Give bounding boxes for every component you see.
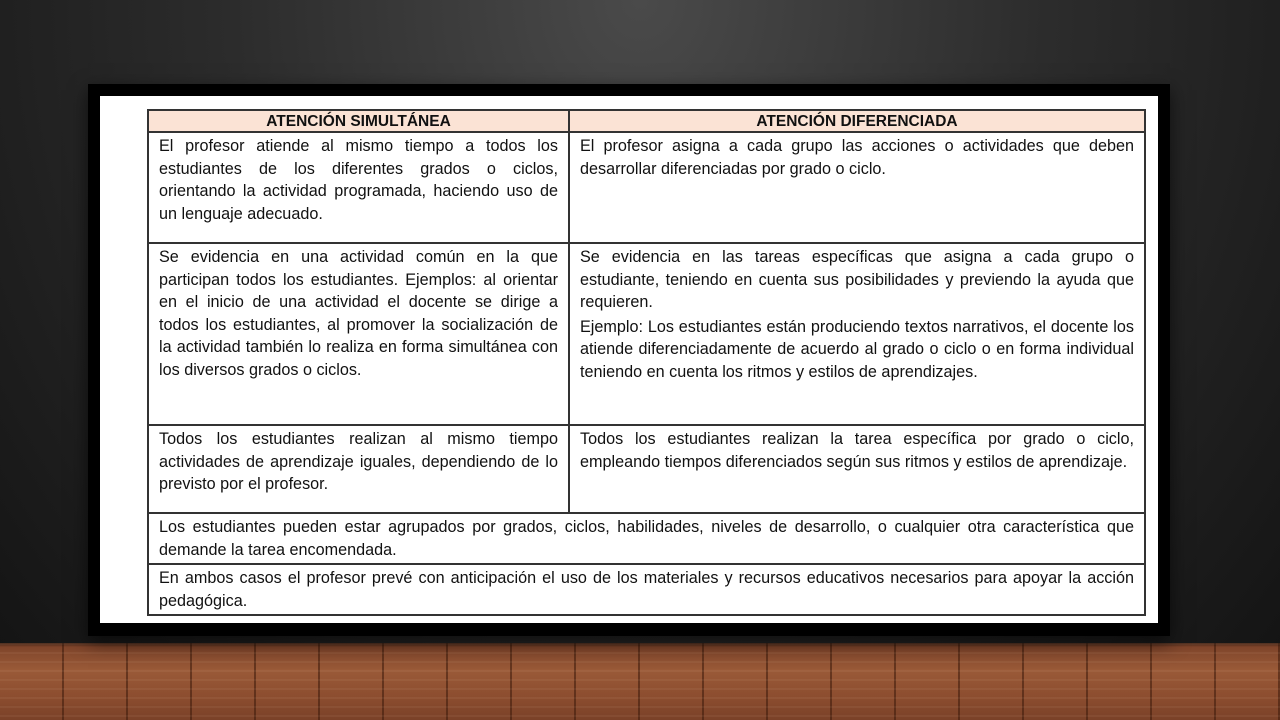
shared-cell-materiales: En ambos casos el profesor prevé con anticipación el uso de los materiales y recursos educativos necesarios para apoyar la acción pedagógica. xyxy=(148,564,1145,615)
cell-diferenciada: Todos los estudiantes realizan la tarea específica por grado o ciclo, empleando tiempos diferenciados según sus ritmos y estilos de aprendizaje. xyxy=(569,425,1145,513)
cell-simultanea: Todos los estudiantes realizan al mismo tiempo actividades de aprendizaje iguales, dependiendo de lo previsto por el profesor. xyxy=(148,425,569,513)
cell-diferenciada-text: Se evidencia en las tareas específicas que asigna a cada grupo o estudiante, teniendo en cuenta sus posibilidades y previendo la ayuda que requieren. xyxy=(580,248,1134,311)
comparison-table xyxy=(147,109,1146,616)
cell-diferenciada xyxy=(569,243,1145,425)
cell-diferenciada-example: Ejemplo: Los estudiantes están produciendo textos narrativos, el docente los atiende diferenciadamente de acuerdo al grado o ciclo o en forma individual teniendo en cuenta los ritmos y estilos de aprendizajes. xyxy=(580,317,1134,381)
table-row xyxy=(148,425,1145,513)
table-shared-row xyxy=(148,513,1145,564)
cell-diferenciada: El profesor asigna a cada grupo las acciones o actividades que deben desarrollar diferenciadas por grado o ciclo. xyxy=(569,132,1145,243)
floor-grain xyxy=(0,643,1280,720)
table-row xyxy=(148,132,1145,243)
table-shared-row xyxy=(148,564,1145,615)
header-atencion-diferenciada: ATENCIÓN DIFERENCIADA xyxy=(569,110,1145,132)
cell-simultanea: El profesor atiende al mismo tiempo a todos los estudiantes de los diferentes grados o ciclos, orientando la actividad programada, haciendo uso de un lenguaje adecuado. xyxy=(148,132,569,243)
cell-simultanea: Se evidencia en una actividad común en la que participan todos los estudiantes. Ejemplos: al orientar en el inicio de una actividad el docente se dirige a todos los estudiantes, al promover la socialización de la actividad también lo realiza en forma simultánea con los diversos grados o ciclos. xyxy=(148,243,569,425)
header-atencion-simultanea: ATENCIÓN SIMULTÁNEA xyxy=(148,110,569,132)
wooden-floor xyxy=(0,643,1280,720)
shared-cell-agrupamiento: Los estudiantes pueden estar agrupados por grados, ciclos, habilidades, niveles de desarrollo, o cualquier otra característica que demande la tarea encomendada. xyxy=(148,513,1145,564)
table-row xyxy=(148,243,1145,425)
picture-frame xyxy=(88,84,1170,636)
table-header-row xyxy=(148,110,1145,132)
slide-image xyxy=(100,96,1158,623)
